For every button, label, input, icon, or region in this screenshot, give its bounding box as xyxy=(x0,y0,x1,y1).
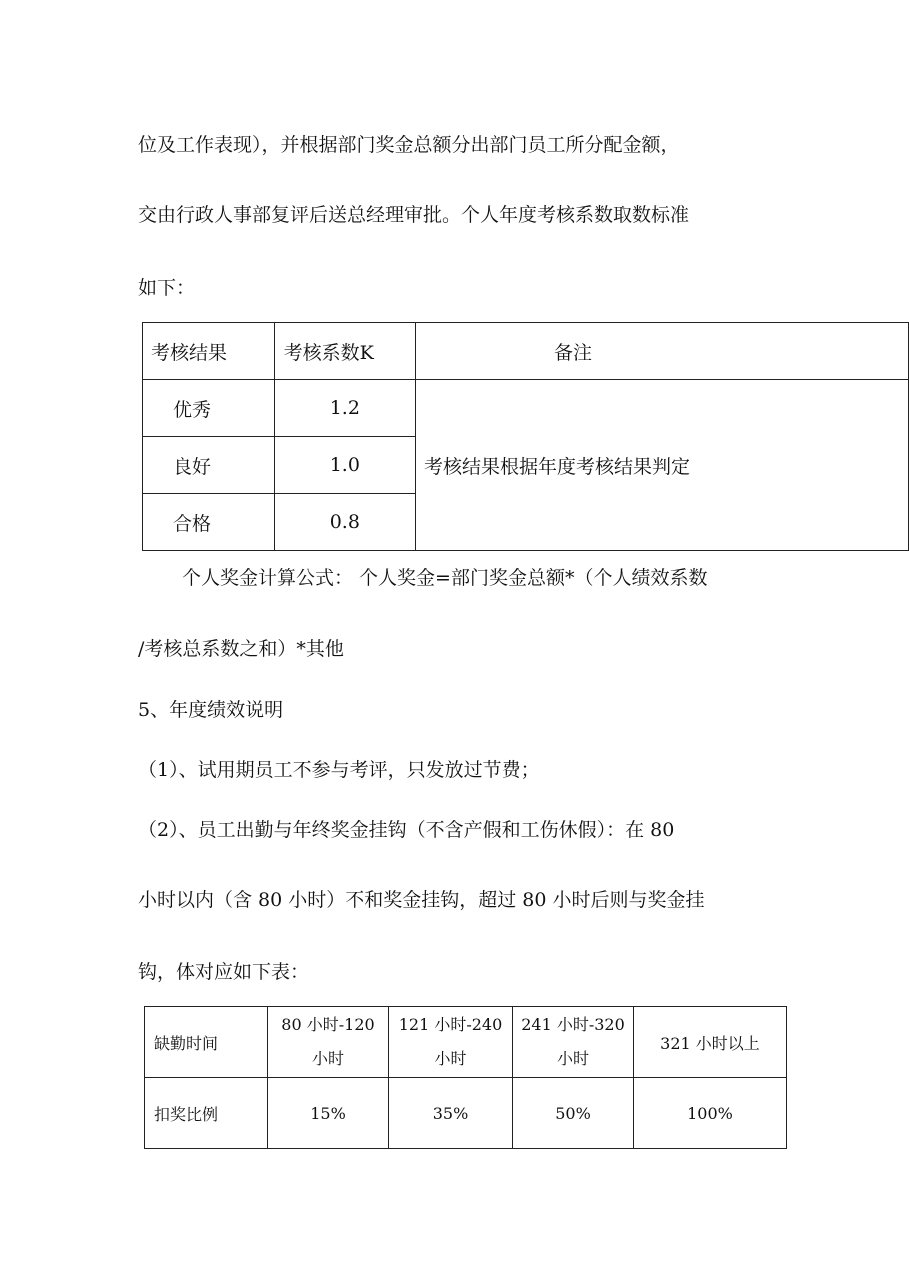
range-text: 80 小时-120 xyxy=(281,1015,375,1034)
row-label-absence: 缺勤时间 xyxy=(145,1007,268,1078)
deduction-pct-cell: 50% xyxy=(513,1078,634,1149)
absence-range-cell xyxy=(389,1007,513,1078)
range-text: 121 小时-240 xyxy=(398,1015,503,1034)
coefficient-cell: 1.0 xyxy=(274,437,415,494)
absence-range-cell xyxy=(634,1007,787,1078)
paragraph-line-3: 如下： xyxy=(138,277,196,299)
paragraph-line-2: 交由行政人事部复评后送总经理审批。个人年度考核系数取数标准 xyxy=(138,204,690,226)
table-header-row xyxy=(143,323,909,380)
paragraph-line-1: 位及工作表现），并根据部门奖金总额分出部门员工所分配金额， xyxy=(138,134,680,156)
deduction-pct-cell: 15% xyxy=(268,1078,389,1149)
header-coefficient: 考核系数K xyxy=(274,323,415,380)
formula-line-1: 个人奖金计算公式： 个人奖金=部门奖金总额*（个人绩效系数 xyxy=(182,567,708,589)
absence-range-cell xyxy=(268,1007,389,1078)
range-text: 321 小时以上 xyxy=(660,1033,760,1053)
range-text: 241 小时-320 xyxy=(521,1015,625,1034)
range-text: 小时 xyxy=(556,1049,589,1068)
section-item-2-line-2: 小时以内（含 80 小时）不和奖金挂钩，超过 80 小时后则与奖金挂 xyxy=(138,889,705,911)
header-result: 考核结果 xyxy=(143,323,275,380)
header-note: 备注 xyxy=(416,323,909,380)
deduction-pct-cell: 100% xyxy=(634,1078,787,1149)
result-cell: 优秀 xyxy=(143,380,275,437)
table-row xyxy=(145,1078,787,1149)
section-title: 5、年度绩效说明 xyxy=(138,699,284,721)
table-row xyxy=(143,380,909,437)
formula-line-2: /考核总系数之和）*其他 xyxy=(138,638,344,660)
coefficient-cell: 0.8 xyxy=(274,494,415,551)
note-cell: 考核结果根据年度考核结果判定 xyxy=(416,380,909,551)
result-cell: 良好 xyxy=(143,437,275,494)
coefficient-cell: 1.2 xyxy=(274,380,415,437)
coefficient-table xyxy=(142,322,909,551)
range-text: 小时 xyxy=(311,1049,344,1068)
table-row xyxy=(145,1007,787,1078)
section-item-2-line-3: 钩，体对应如下表： xyxy=(138,961,310,983)
result-cell: 合格 xyxy=(143,494,275,551)
section-item-1: （1）、试用期员工不参与考评，只发放过节费； xyxy=(138,759,540,781)
absence-range-cell xyxy=(513,1007,634,1078)
row-label-deduction: 扣奖比例 xyxy=(145,1078,268,1149)
deduction-pct-cell: 35% xyxy=(389,1078,513,1149)
deduction-table xyxy=(144,1006,787,1149)
range-text: 小时 xyxy=(434,1049,467,1068)
section-item-2-line-1: （2）、员工出勤与年终奖金挂钩（不含产假和工伤休假）：在 80 xyxy=(138,819,675,841)
